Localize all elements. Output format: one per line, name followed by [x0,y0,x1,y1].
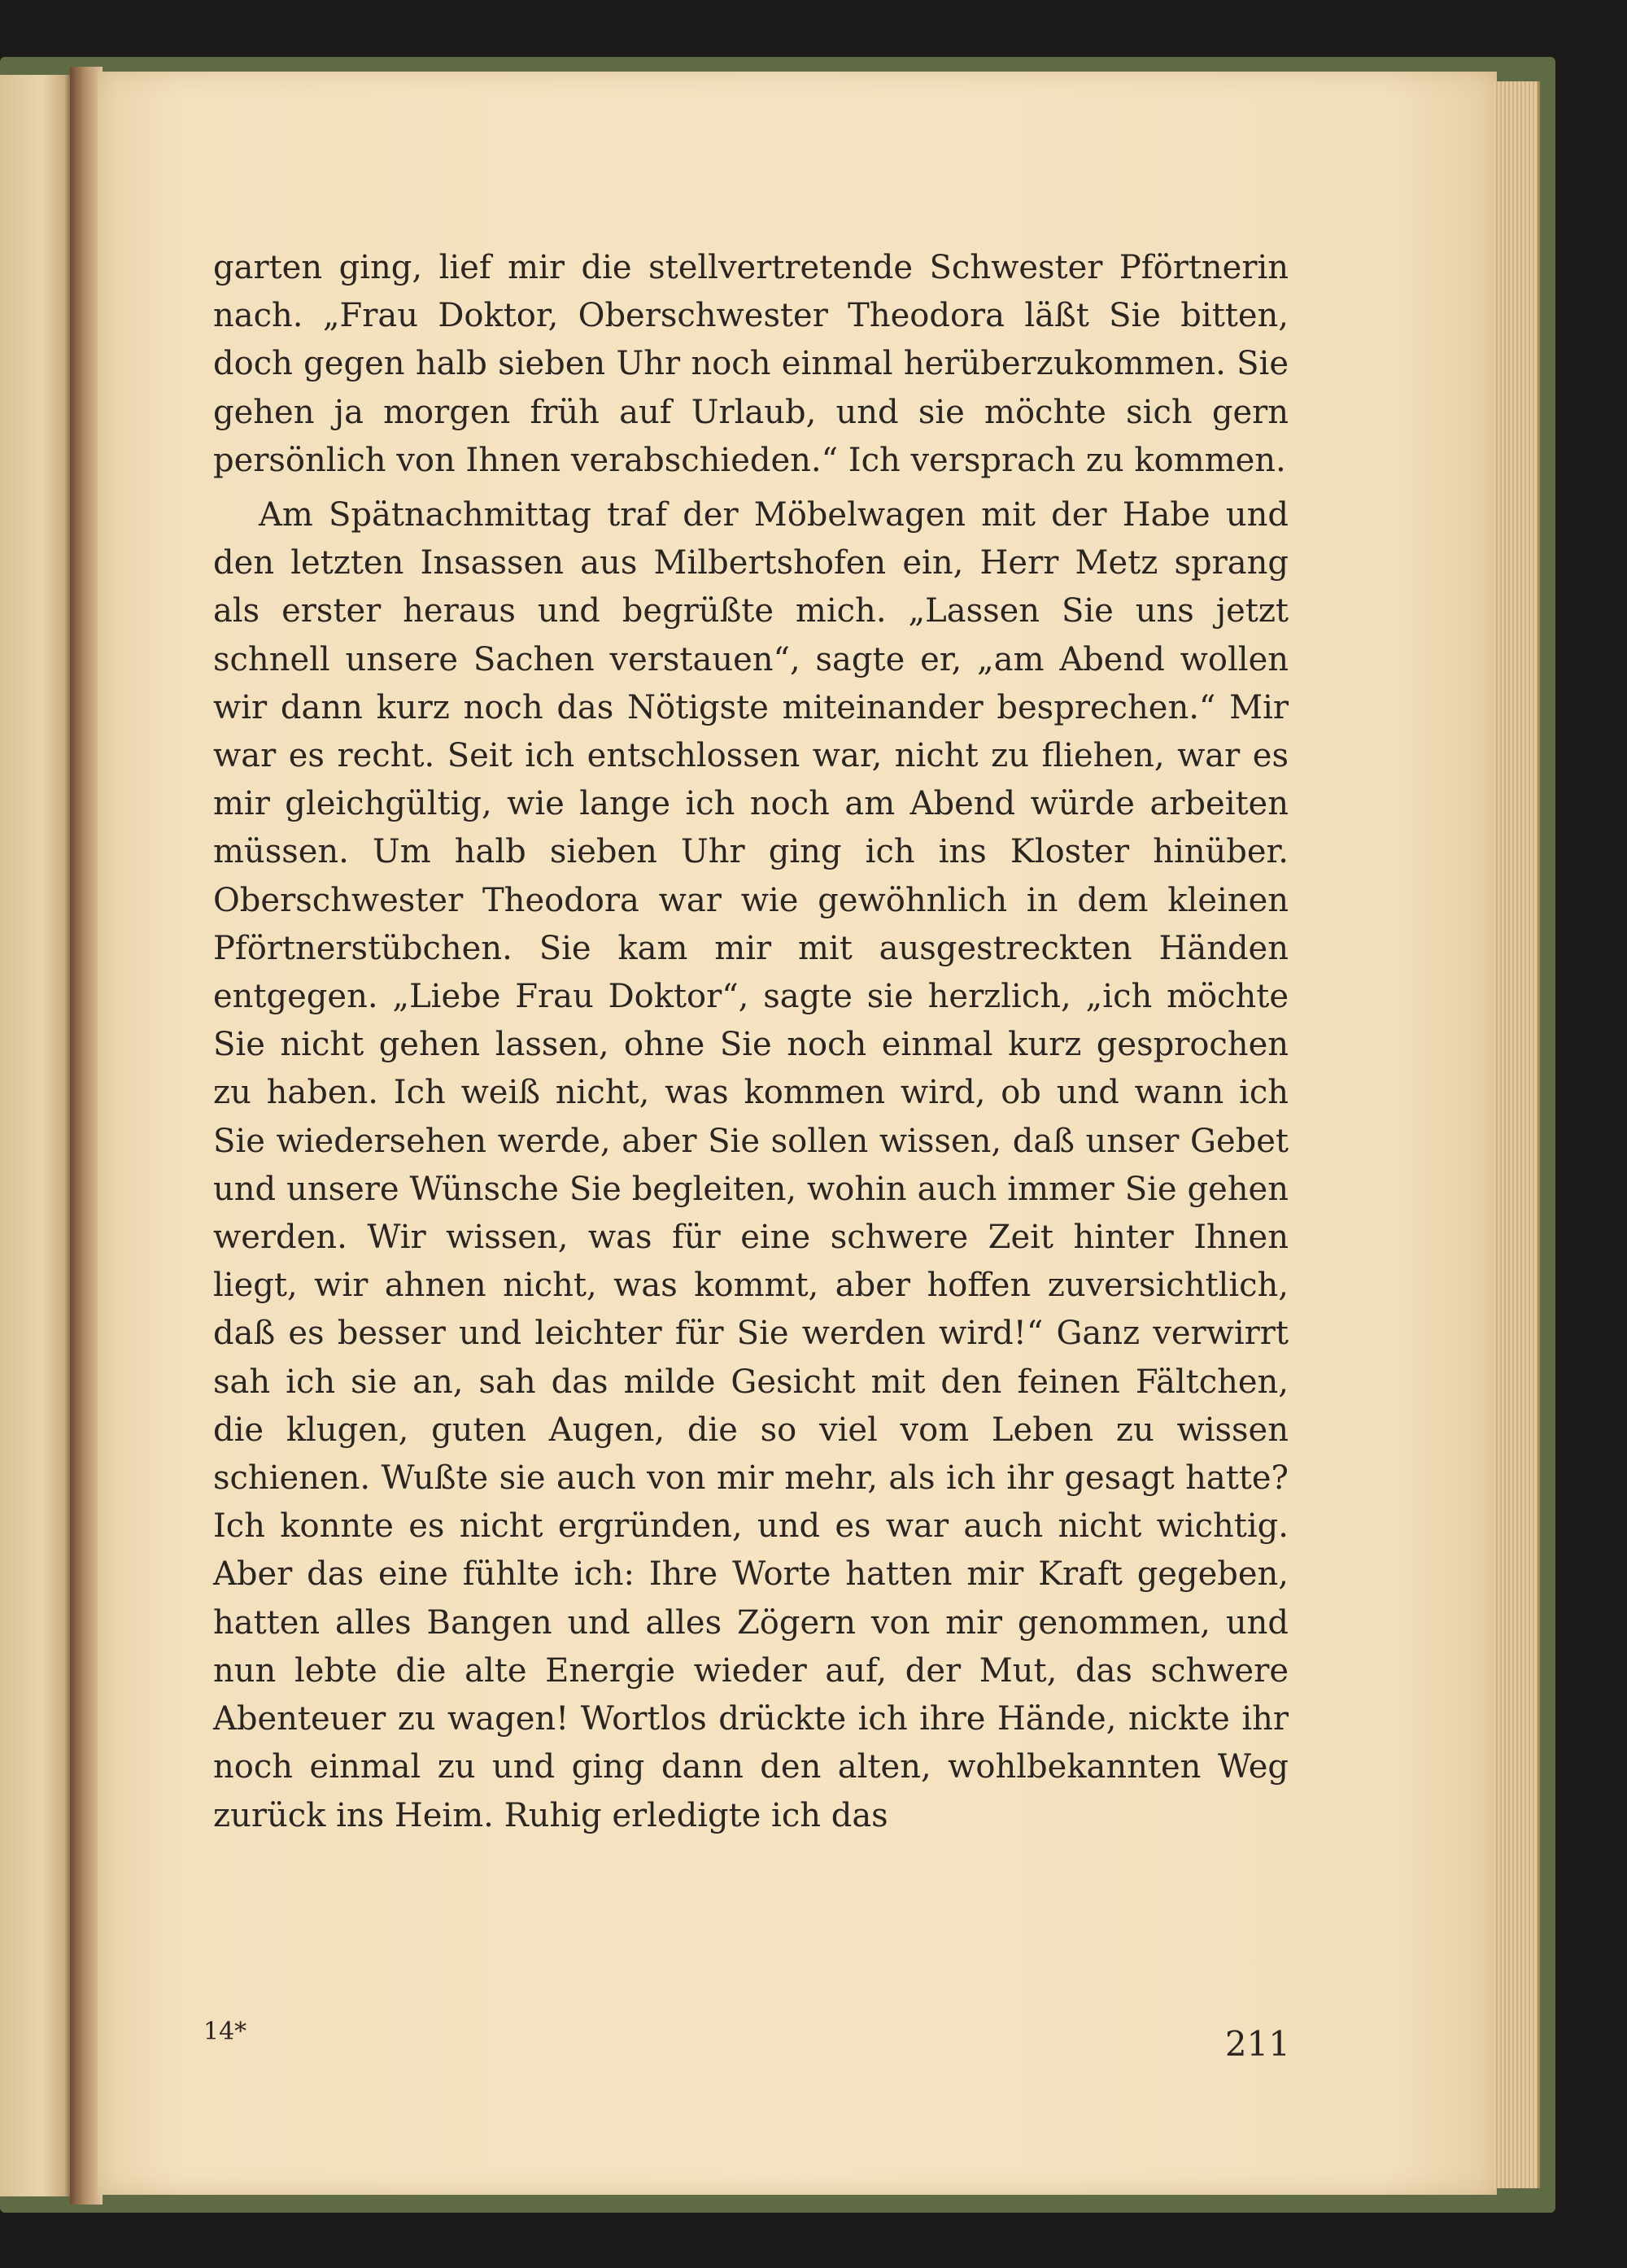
paragraph-2: Am Spätnachmittag traf der Möbelwagen mit der Habe und den letzten Insassen aus Milbertshofen ein, Herr Metz sprang als erster heraus und begrüßte mich. „Lassen Sie uns jetzt schnell unsere Sachen verstauen“, sagte er, „am Abend wollen wir dann kurz noch das Nötigste miteinander besprechen.“ Mir war es recht. Seit ich entschlossen war, nicht zu fliehen, war es mir gleichgültig, wie lange ich noch am Abend würde arbeiten müssen. Um halb sieben Uhr ging ich ins Kloster hinüber. Oberschwester Theodora war wie gewöhnlich in dem kleinen Pförtnerstübchen. Sie kam mir mit ausgestreckten Händen entgegen. „Liebe Frau Doktor“, sagte sie herzlich, „ich möchte Sie nicht gehen lassen, ohne Sie noch einmal kurz gesprochen zu haben. Ich weiß nicht, was kommen wird, ob und wann ich Sie wiedersehen werde, aber Sie sollen wissen, daß unser Gebet und unsere Wünsche Sie begleiten, wohin auch immer Sie gehen werden. Wir wissen, was für eine schwere Zeit hinter Ihnen liegt, wir ahnen nicht, was kommt, aber hoffen zuversichtlich, daß es besser und leichter für Sie werden wird!“ Ganz verwirrt sah ich sie an, sah das milde Gesicht mit den feinen Fältchen, die klugen, guten Augen, die so viel vom Leben zu wissen schienen. Wußte sie auch von mir mehr, als ich ihr gesagt hatte? Ich konnte es nicht ergründen, und es war auch nicht wichtig. Aber das eine fühlte ich: Ihre Worte hatten mir Kraft gegeben, hatten alles Bangen und alles Zögern von mir genommen, und nun lebte die alte Energie wieder auf, der Mut, das schwere Abenteuer zu wagen! Wortlos drückte ich ihre Hände, nickte ihr noch einmal zu und ging dann den alten, wohlbekannten Weg zurück ins Heim. Ruhig erledigte ich das [213,496,1289,1834]
signature-mark: 14* [203,2017,247,2046]
paragraph-1: garten ging, lief mir die stellvertretende Schwester Pförtnerin nach. „Frau Doktor, Oberschwester Theodora läßt Sie bitten, doch gegen halb sieben Uhr noch einmal herüberzukommen. Sie gehen ja morgen früh auf Urlaub, und sie möchte sich gern persönlich von Ihnen verabschieden.“ Ich versprach zu kommen. [213,249,1289,479]
previous-page-edge [0,75,70,2196]
page-text [213,244,1289,1840]
page-block-edges [1494,81,1540,2188]
page-number: 211 [1224,2024,1290,2064]
